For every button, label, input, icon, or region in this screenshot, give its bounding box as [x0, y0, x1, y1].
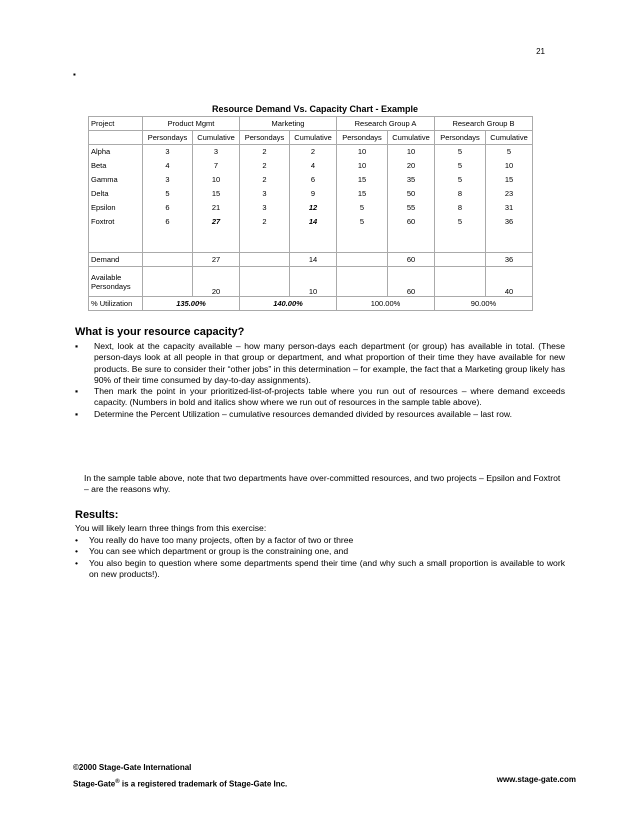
results-bullet-list: [75, 535, 565, 580]
table-cell: 4: [143, 159, 193, 173]
utilization-value: 135.00%: [143, 297, 240, 311]
table-cell: 5: [486, 145, 533, 159]
table-cell: 5: [435, 159, 486, 173]
subheader: Cumulative: [290, 131, 337, 145]
table-cell: 9: [290, 187, 337, 201]
table-subheader-row: [89, 131, 533, 145]
list-item: • You really do have too many projects, often by a factor of two or three: [75, 535, 354, 545]
demand-value: 14: [290, 253, 337, 267]
group-header: Marketing: [240, 117, 337, 131]
table-cell: 5: [337, 201, 388, 215]
subheader: Persondays: [143, 131, 193, 145]
table-cell: 14: [290, 215, 337, 229]
table-cell: 10: [193, 173, 240, 187]
available-row: [89, 267, 533, 297]
table-cell: 15: [193, 187, 240, 201]
project-name: Beta: [89, 159, 143, 173]
table-cell: 10: [337, 159, 388, 173]
list-item: • You also begin to question where some departments spend their time (and why such a small proportion is available to work on new products!).: [75, 557, 565, 579]
project-name: Gamma: [89, 173, 143, 187]
footer-copyright: ©2000 Stage-Gate International Stage-Gate® is a registered trademark of Stage-Gate Inc.: [73, 760, 287, 792]
table-title: Resource Demand Vs. Capacity Chart - Example: [211, 104, 419, 114]
available-value: 40: [486, 267, 533, 297]
table-cell: 5: [435, 145, 486, 159]
table-row: [89, 215, 533, 229]
table-cell: 2: [240, 145, 290, 159]
footer-trademark: Stage-Gate® is a registered trademark of Stage-Gate Inc.: [73, 779, 288, 789]
demand-value: 60: [388, 253, 435, 267]
table-cell: 5: [435, 173, 486, 187]
available-value: 10: [290, 267, 337, 297]
table-cell: 36: [486, 215, 533, 229]
subheader: Cumulative: [193, 131, 240, 145]
table-cell: 23: [486, 187, 533, 201]
resource-demand-table: [88, 116, 533, 311]
group-header: Research Group B: [435, 117, 533, 131]
group-header: Research Group A: [337, 117, 435, 131]
capacity-bullet-list: [75, 341, 565, 420]
table-cell: 15: [337, 173, 388, 187]
subheader: Persondays: [240, 131, 290, 145]
table-row: [89, 201, 533, 215]
table-row: [89, 173, 533, 187]
table-cell: 55: [388, 201, 435, 215]
table-cell: 35: [388, 173, 435, 187]
table-cell: 4: [290, 159, 337, 173]
list-item: ▪ Determine the Percent Utilization – cumulative resources demanded divided by resources available – last row.: [75, 408, 512, 419]
table-cell: 3: [193, 145, 240, 159]
table-cell: 15: [337, 187, 388, 201]
table-cell: 5: [143, 187, 193, 201]
table-header-row: [89, 117, 533, 131]
list-item: ▪ Next, look at the capacity available – how many person-days each department (or group) has available in total. (These person-days look at all people in that group or department, and what proportion of their time they have available for new products. Be sure to consider their “other jobs” in this determination – for example, the fact that a Marketing group likely has 90% of their time consumed by day-to-day assignments).: [75, 341, 565, 385]
table-cell: 10: [486, 159, 533, 173]
table-row: [89, 159, 533, 173]
table-cell: 31: [486, 201, 533, 215]
results-intro: You will likely learn three things from this exercise:: [75, 523, 267, 533]
table-cell: 6: [143, 215, 193, 229]
project-name: Delta: [89, 187, 143, 201]
table-cell: 2: [240, 159, 290, 173]
table-cell: 2: [290, 145, 337, 159]
table-cell: 3: [143, 145, 193, 159]
demand-value: 27: [193, 253, 240, 267]
lead-bullet: ▪: [73, 70, 76, 79]
table-cell: 5: [337, 215, 388, 229]
table-cell: 5: [435, 215, 486, 229]
table-cell: 15: [486, 173, 533, 187]
footer-website: www.stage-gate.com: [496, 775, 576, 784]
project-name: Epsilon: [89, 201, 143, 215]
table-cell: 20: [388, 159, 435, 173]
utilization-label: % Utilization: [89, 297, 143, 311]
demand-row: [89, 253, 533, 267]
table-cell: 8: [435, 201, 486, 215]
table-cell: 8: [435, 187, 486, 201]
utilization-row: [89, 297, 533, 311]
page-number: 21: [536, 47, 545, 56]
list-item: • You can see which department or group is the constraining one, and: [75, 546, 349, 557]
table-cell: 50: [388, 187, 435, 201]
table-cell: 2: [240, 215, 290, 229]
table-cell: 27: [193, 215, 240, 229]
subheader: Persondays: [435, 131, 486, 145]
project-header: Project: [89, 117, 143, 131]
capacity-note: In the sample table above, note that two departments have over-committed resources, and two projects – Epsilon and Foxtrot – are the reasons why.: [84, 473, 561, 495]
list-item: ▪ Then mark the point in your prioritized-list-of-projects table where you run out of resources – where demand exceeds capacity. (Numbers in bold and italics show where we run out of resources in the sample table above).: [75, 386, 565, 408]
table-cell: 21: [193, 201, 240, 215]
table-cell: 10: [337, 145, 388, 159]
capacity-heading: What is your resource capacity?: [75, 326, 245, 338]
table-cell: 3: [240, 201, 290, 215]
available-value: 20: [193, 267, 240, 297]
utilization-value: 140.00%: [240, 297, 337, 311]
table-spacer-row: [89, 229, 533, 253]
table-cell: 12: [290, 201, 337, 215]
table-cell: 60: [388, 215, 435, 229]
demand-value: 36: [486, 253, 533, 267]
demand-label: Demand: [89, 253, 143, 267]
table-cell: 6: [143, 201, 193, 215]
utilization-value: 100.00%: [337, 297, 435, 311]
table-cell: 10: [388, 145, 435, 159]
available-label: Available Persondays: [89, 267, 143, 297]
subheader: Cumulative: [388, 131, 435, 145]
table-cell: 3: [240, 187, 290, 201]
group-header: Product Mgmt: [143, 117, 240, 131]
subheader: Persondays: [337, 131, 388, 145]
table-cell: 3: [143, 173, 193, 187]
table-row: [89, 187, 533, 201]
table-cell: 6: [290, 173, 337, 187]
table-cell: 7: [193, 159, 240, 173]
project-name: Foxtrot: [89, 215, 143, 229]
available-value: 60: [388, 267, 435, 297]
project-name: Alpha: [89, 145, 143, 159]
utilization-value: 90.00%: [435, 297, 533, 311]
table-row: [89, 145, 533, 159]
table-cell: 2: [240, 173, 290, 187]
subheader: Cumulative: [486, 131, 533, 145]
results-heading: Results:: [75, 509, 119, 521]
